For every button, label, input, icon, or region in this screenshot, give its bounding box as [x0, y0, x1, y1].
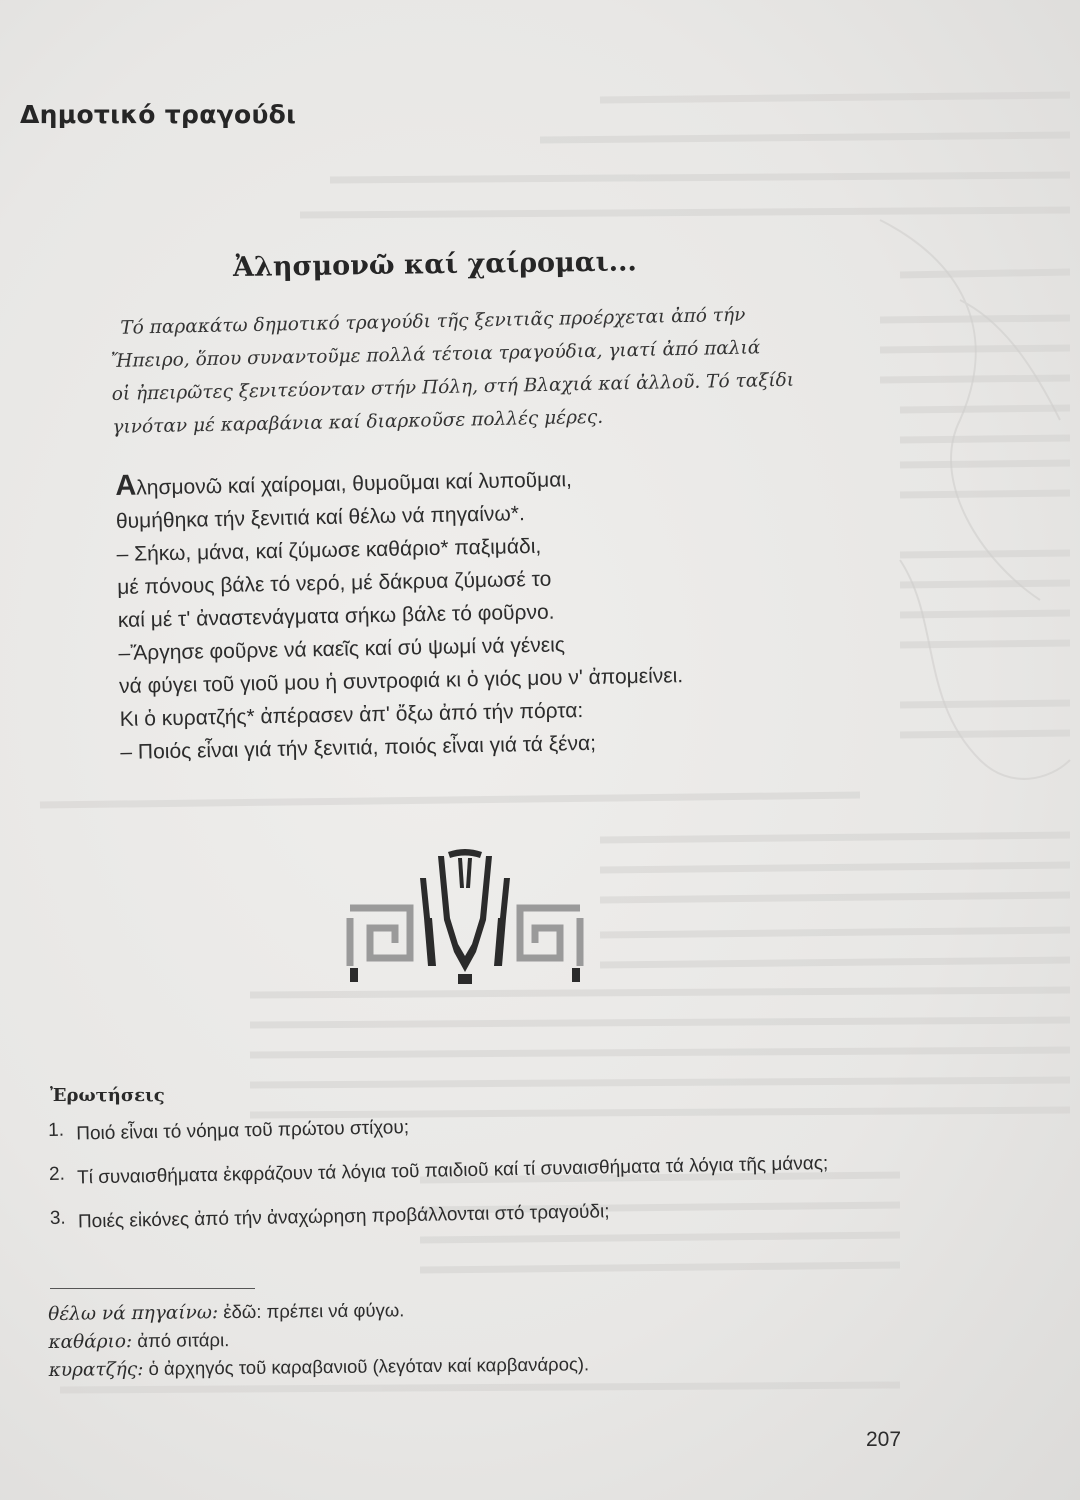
footnote-definition: ἐδῶ: πρέπει νά φύγω.: [223, 1299, 405, 1323]
footnote-definition: ἀπό σιτάρι.: [137, 1329, 230, 1352]
verse-line: θυμήθηκα τήν ξενιτιά καί θέλω νά πηγαίνω*.: [115, 502, 526, 533]
footnote-divider: [50, 1288, 255, 1289]
footnotes: [48, 1291, 949, 1384]
question-item: [50, 1191, 920, 1238]
question-text: Ποιό εἶναι τό νόημα τοῦ πρώτου στίχου;: [76, 1117, 410, 1145]
verse-line: – Ποιός εἶναι γιά τήν ξενιτιά, ποιός εἶναι γιά τά ξένα;: [120, 731, 597, 764]
question-number: 3.: [49, 1207, 66, 1229]
poem-verses: [115, 455, 901, 769]
intro-line: γινόταν μέ καραβάνια καί διαρκοῦσε πολλές μέρες.: [112, 406, 604, 438]
questions-list: [48, 1103, 920, 1252]
question-item: [49, 1147, 919, 1194]
footnote-term: καθάριο:: [48, 1331, 133, 1353]
verse-line: μέ πόνους βάλε τό νερό, μέ δάκρυα ζύμωσέ το: [117, 567, 552, 599]
footnote-definition: ὁ ἀρχηγός τοῦ καραβανιοῦ (λεγόταν καί καρβανάρος).: [148, 1353, 590, 1379]
verse-line: –Ἄργησε φοῦρνε νά καεῖς καί σύ ψωμί νά γένεις: [118, 633, 566, 665]
intro-line: Ἤπειρο, ὅπου συναντοῦμε πολλά τέτοια τραγούδια, γιατί ἀπό παλιά: [110, 337, 761, 372]
questions-heading: Ἐρωτήσεις: [50, 1085, 165, 1106]
question-number: 1.: [48, 1119, 65, 1141]
vase-ornament-icon: [340, 848, 590, 988]
first-verse-text: λησμονῶ καί χαίρομαι, θυμοῦμαι καί λυποῦμαι,: [136, 468, 573, 500]
footnote-term: κυρατζής:: [48, 1359, 144, 1381]
question-item: [48, 1103, 918, 1150]
question-text: Τί συναισθήματα ἐκφράζουν τά λόγια τοῦ παιδιοῦ καί τί συναισθήματα τά λόγια τῆς μάνας;: [76, 1153, 829, 1189]
question-number: 2.: [48, 1163, 66, 1185]
drop-cap: Α: [115, 469, 137, 502]
verse-line: Κι ὁ κυρατζής* ἀπέρασεν ἀπ' ὄξω ἀπό τήν πόρτα:: [119, 699, 584, 731]
poem-intro: [110, 296, 873, 444]
verse-line: νά φύγει τοῦ γιοῦ μου ἡ συντροφιά κι ὁ γιός μου ν' ἀπομείνει.: [118, 664, 684, 698]
question-text: Ποιές εἰκόνες ἀπό τήν ἀναχώρηση προβάλλονται στό τραγούδι;: [77, 1201, 610, 1233]
poem-title: Ἀλησμονῶ καί χαίρομαι...: [232, 246, 638, 283]
verse-line: – Σήκω, μάνα, καί ζύμωσε καθάριο* παξιμάδι,: [116, 534, 542, 566]
page-number: 207: [866, 1428, 902, 1451]
verse-line: καί μέ τ' ἀναστενάγματα σήκω βάλε τό φοῦρνο.: [117, 600, 555, 632]
footnote-term: θέλω νά πηγαίνω:: [48, 1302, 219, 1325]
intro-line: Τό παρακάτω δημοτικό τραγούδι τῆς ξενιτιᾶς προέρχεται ἀπό τήν: [120, 304, 746, 339]
intro-line: οἱ ἠπειρῶτες ξενιτεύονταν στήν Πόλη, στή Βλαχιά καί ἀλλοῦ. Τό ταξίδι: [111, 369, 795, 405]
section-title: Δημοτικό τραγούδι: [20, 100, 297, 129]
